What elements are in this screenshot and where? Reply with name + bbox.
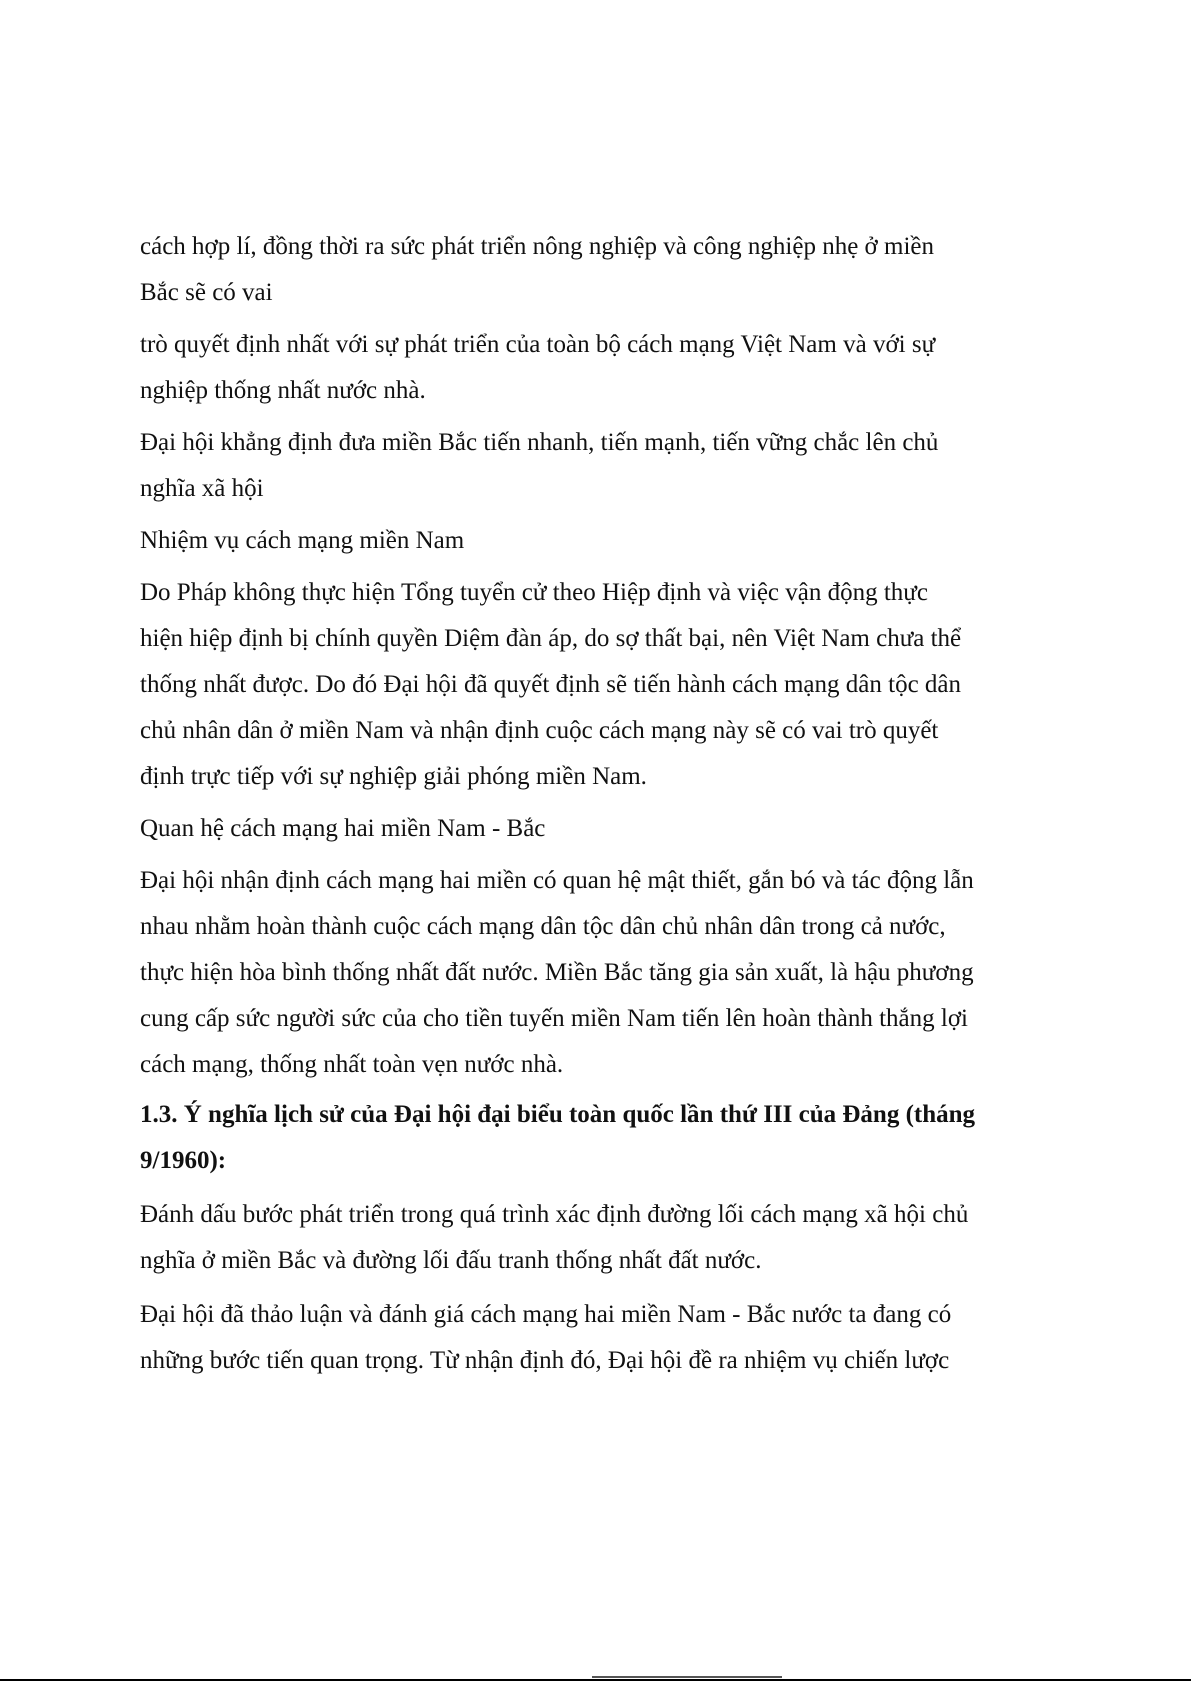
paragraph-7-line-1: Đại hội đã thảo luận và đánh giá cách mạng hai miền Nam - Bắc nước ta đang có	[140, 1301, 952, 1328]
section-heading-line-2: 9/1960):	[140, 1147, 227, 1174]
paragraph-3	[140, 420, 1060, 512]
paragraph-2-line-1: trò quyết định nhất với sự phát triển của toàn bộ cách mạng Việt Nam và với sự	[140, 331, 936, 358]
page-bottom-mark	[592, 1676, 782, 1678]
paragraph-5-line-2: nhau nhằm hoàn thành cuộc cách mạng dân tộc dân chủ nhân dân trong cả nước,	[140, 913, 946, 940]
paragraph-1-line-2: Bắc sẽ có vai	[140, 279, 273, 306]
section-heading-line-1: 1.3. Ý nghĩa lịch sử của Đại hội đại biểu toàn quốc lần thứ III của Đảng (tháng	[140, 1101, 976, 1128]
subheading-north-south-relation-text: Quan hệ cách mạng hai miền Nam - Bắc	[140, 815, 546, 842]
paragraph-1	[140, 224, 1060, 316]
document-body	[140, 224, 1060, 1384]
paragraph-3-line-2: nghĩa xã hội	[140, 475, 264, 502]
paragraph-4-line-4: chủ nhân dân ở miền Nam và nhận định cuộc cách mạng này sẽ có vai trò quyết	[140, 717, 939, 744]
paragraph-4	[140, 570, 1060, 800]
paragraph-5-line-4: cung cấp sức người sức của cho tiền tuyến miền Nam tiến lên hoàn thành thắng lợi	[140, 1005, 968, 1032]
paragraph-3-line-1: Đại hội khẳng định đưa miền Bắc tiến nhanh, tiến mạnh, tiến vững chắc lên chủ	[140, 429, 939, 456]
paragraph-6-line-2: nghĩa ở miền Bắc và đường lối đấu tranh thống nhất đất nước.	[140, 1247, 762, 1274]
subheading-southern-revolution-text: Nhiệm vụ cách mạng miền Nam	[140, 527, 465, 554]
paragraph-4-line-2: hiện hiệp định bị chính quyền Diệm đàn áp, do sợ thất bại, nên Việt Nam chưa thể	[140, 625, 962, 652]
page-bottom-divider	[0, 1679, 1191, 1681]
paragraph-4-line-3: thống nhất được. Do đó Đại hội đã quyết định sẽ tiến hành cách mạng dân tộc dân	[140, 671, 962, 698]
paragraph-6-line-1: Đánh dấu bước phát triển trong quá trình xác định đường lối cách mạng xã hội chủ	[140, 1201, 969, 1228]
paragraph-2	[140, 322, 1060, 414]
paragraph-1-line-1: cách hợp lí, đồng thời ra sức phát triển nông nghiệp và công nghiệp nhẹ ở miền	[140, 233, 934, 260]
paragraph-4-line-1: Do Pháp không thực hiện Tổng tuyển cử theo Hiệp định và việc vận động thực	[140, 579, 928, 606]
subheading-north-south-relation	[140, 806, 1060, 852]
paragraph-5-line-1: Đại hội nhận định cách mạng hai miền có quan hệ mật thiết, gắn bó và tác động lẫn	[140, 867, 974, 894]
paragraph-5-line-3: thực hiện hòa bình thống nhất đất nước. Miền Bắc tăng gia sản xuất, là hậu phương	[140, 959, 974, 986]
paragraph-6	[140, 1192, 1060, 1284]
paragraph-2-line-2: nghiệp thống nhất nước nhà.	[140, 377, 426, 404]
section-heading-1-3	[140, 1092, 1060, 1184]
paragraph-4-line-5: định trực tiếp với sự nghiệp giải phóng miền Nam.	[140, 763, 647, 790]
subheading-southern-revolution	[140, 518, 1060, 564]
paragraph-7	[140, 1292, 1060, 1384]
paragraph-5	[140, 858, 1060, 1088]
paragraph-7-line-2: những bước tiến quan trọng. Từ nhận định đó, Đại hội đề ra nhiệm vụ chiến lược	[140, 1347, 950, 1374]
paragraph-5-line-5: cách mạng, thống nhất toàn vẹn nước nhà.	[140, 1051, 564, 1078]
